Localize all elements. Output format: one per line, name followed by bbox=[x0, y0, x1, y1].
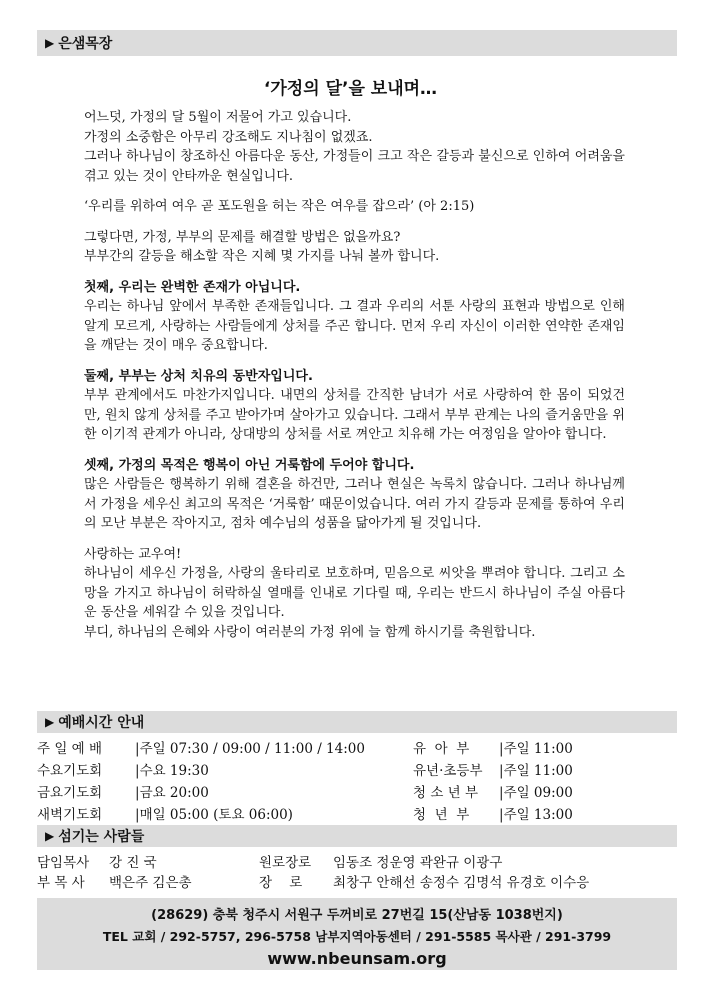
service-row bbox=[413, 738, 573, 760]
service-times-right bbox=[413, 738, 573, 826]
staff-row bbox=[259, 853, 589, 873]
church-footer bbox=[37, 898, 677, 970]
staff-list-right bbox=[259, 853, 589, 893]
staff-role: 장 로 bbox=[259, 875, 303, 891]
divider: | bbox=[499, 807, 504, 823]
triangle-bullet-icon: ▶ bbox=[45, 36, 55, 50]
divider: | bbox=[499, 785, 504, 801]
text-line: 부디, 하나님의 은혜와 사랑이 여러분의 가정 위에 늘 함께 하시기를 축원합니다. bbox=[84, 624, 536, 640]
point-body: 많은 사람들은 행복하기 위해 결혼을 하건만, 그러나 현실은 녹록치 않습니다. 그러나 하나님께서 가정을 세우신 최고의 목적은 ‘거룩함’ 때문이었습니다. 여러 가지 갈등과 문제를 통하여 우리의 모난 부분은 작아지고, 점차 예수님의 성품을 닮아가게 될 것입니다. bbox=[84, 477, 625, 531]
point-paragraph bbox=[84, 278, 625, 356]
text-line: 부부간의 갈등을 해소할 작은 지혜 몇 가지를 나눠 볼까 합니다. bbox=[84, 249, 440, 264]
sermon-body bbox=[84, 108, 625, 653]
staff-names: 임동조 정운영 곽완규 이광구 bbox=[333, 855, 503, 871]
triangle-bullet-icon: ▶ bbox=[45, 829, 55, 843]
divider: | bbox=[135, 741, 140, 757]
service-label: 청 소 년 부 bbox=[413, 785, 479, 801]
point-heading: 셋째, 가정의 목적은 행복이 아닌 거룩함에 두어야 합니다. bbox=[84, 457, 415, 473]
service-label: 유년·초등부 bbox=[413, 763, 483, 779]
staff-list-left bbox=[37, 853, 192, 893]
point-body: 우리는 하나님 앞에서 부족한 존재들입니다. 그 결과 우리의 서툰 사랑의 표현과 방법으로 인해 알게 모르게, 사랑하는 사람들에게 상처를 주곤 합니다. 먼저 우리 자신이 이러한 연약한 존재임을 깨닫는 것이 매우 중요합니다. bbox=[84, 299, 625, 353]
bible-verse: ‘우리를 위하여 여우 곧 포도원을 허는 작은 여우를 잡으라’ (아 2:15) bbox=[84, 199, 475, 214]
sermon-title: ‘가정의 달’을 보내며… bbox=[263, 79, 438, 99]
section-header-column bbox=[37, 30, 677, 56]
staff-names: 강 진 국 bbox=[109, 855, 157, 871]
divider: | bbox=[499, 763, 504, 779]
church-website-link[interactable]: www.nbeunsam.org bbox=[267, 949, 447, 968]
section-title: 예배시간 안내 bbox=[58, 715, 145, 731]
service-label: 수요기도회 bbox=[37, 763, 103, 779]
section-title: 은샘목장 bbox=[58, 36, 113, 52]
service-time: 매일 05:00 (토요 06:00) bbox=[139, 807, 293, 823]
service-row bbox=[413, 804, 573, 826]
staff-role: 담임목사 bbox=[37, 855, 90, 871]
point-heading: 둘째, 부부는 상처 치유의 동반자입니다. bbox=[84, 368, 313, 384]
staff-row bbox=[37, 873, 192, 893]
text-line: 하나님이 세우신 가정을, 사랑의 울타리로 보호하며, 믿음으로 씨앗을 뿌려야 합니다. 그리고 소망을 가지고 하나님이 허락하실 열매를 인내로 기다릴 때, 우리는 반드시 하나님이 주실 아름다운 동산을 세워갈 수 있을 것입니다. bbox=[84, 566, 625, 620]
service-row bbox=[37, 782, 365, 804]
point-paragraph bbox=[84, 456, 625, 534]
section-header-staff bbox=[37, 825, 677, 847]
section-title: 섬기는 사람들 bbox=[58, 829, 145, 845]
staff-row bbox=[259, 873, 589, 893]
service-row bbox=[413, 760, 573, 782]
staff-row bbox=[37, 853, 192, 873]
divider: | bbox=[135, 763, 140, 779]
service-time: 주일 11:00 bbox=[503, 741, 573, 757]
staff-names: 최창구 안해선 송정수 김명석 유경호 이수응 bbox=[333, 875, 590, 891]
service-time: 주일 07:30 / 09:00 / 11:00 / 14:00 bbox=[139, 741, 365, 757]
text-line: 그러나 하나님이 창조하신 아름다운 동산, 가정들이 크고 작은 갈등과 불신으로 인하여 어려움을 겪고 있는 것이 안타까운 현실입니다. bbox=[84, 149, 625, 184]
service-label: 유 아 부 bbox=[413, 741, 470, 757]
service-row bbox=[37, 738, 365, 760]
service-times-left bbox=[37, 738, 365, 826]
service-time: 주일 13:00 bbox=[503, 807, 573, 823]
staff-role: 부 목 사 bbox=[37, 875, 85, 891]
staff-role: 원로장로 bbox=[259, 855, 312, 871]
staff-names: 백은주 김은총 bbox=[109, 875, 192, 891]
text-line: 그렇다면, 가정, 부부의 문제를 해결할 방법은 없을까요? bbox=[84, 229, 401, 245]
intro-paragraph bbox=[84, 108, 625, 186]
service-time: 주일 11:00 bbox=[503, 763, 573, 779]
question-paragraph bbox=[84, 228, 625, 267]
service-time: 수요 19:30 bbox=[139, 763, 209, 779]
divider: | bbox=[499, 741, 504, 757]
triangle-bullet-icon: ▶ bbox=[45, 715, 55, 729]
service-row bbox=[37, 760, 365, 782]
divider: | bbox=[135, 807, 140, 823]
service-label: 금요기도회 bbox=[37, 785, 103, 801]
point-body: 부부 관계에서도 마찬가지입니다. 내면의 상처를 간직한 남녀가 서로 사랑하여 한 몸이 되었건만, 원치 않게 상처를 주고 받아가며 살아가고 있습니다. 그래서 부부 관계는 나의 즐거움만을 위한 이기적 관계가 아니라, 상대방의 상처를 서로 껴안고 치유해 가는 여정임을 알아야 합니다. bbox=[84, 388, 625, 442]
service-time: 금요 20:00 bbox=[139, 785, 209, 801]
service-row bbox=[413, 782, 573, 804]
text-line: 어느덧, 가정의 달 5월이 저물어 가고 있습니다. bbox=[84, 110, 352, 125]
service-label: 청 년 부 bbox=[413, 807, 470, 823]
service-label: 주 일 예 배 bbox=[37, 741, 103, 757]
text-line: 가정의 소중함은 아무리 강조해도 지나침이 없겠죠. bbox=[84, 129, 373, 145]
service-time: 주일 09:00 bbox=[503, 785, 573, 801]
divider: | bbox=[135, 785, 140, 801]
church-address: (28629) 충북 청주시 서원구 두꺼비로 27번길 15(산남동 1038번지) bbox=[151, 908, 563, 923]
section-header-services bbox=[37, 711, 677, 733]
point-paragraph bbox=[84, 367, 625, 445]
service-row bbox=[37, 804, 365, 826]
service-label: 새벽기도회 bbox=[37, 807, 103, 823]
point-heading: 첫째, 우리는 완벽한 존재가 아닙니다. bbox=[84, 279, 301, 295]
text-line: 사랑하는 교우여! bbox=[84, 546, 182, 562]
church-phones: TEL 교회 / 292-5757, 296-5758 남부지역아동센터 / 291-5585 목사관 / 291-3799 bbox=[102, 929, 612, 944]
closing-paragraph bbox=[84, 545, 625, 643]
